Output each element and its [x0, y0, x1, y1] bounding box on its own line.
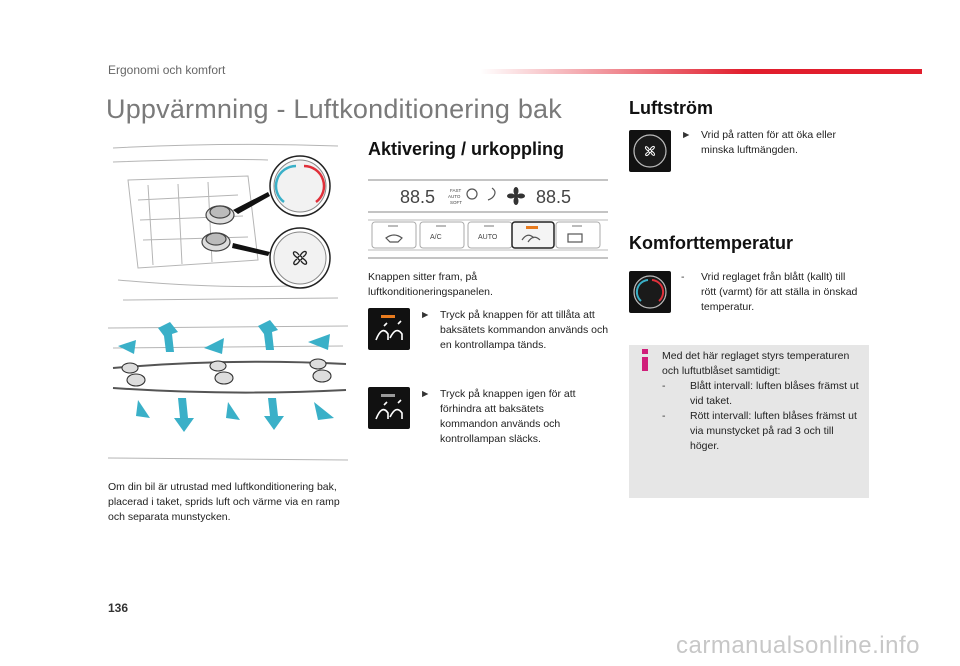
svg-text:FAST: FAST [450, 188, 462, 193]
svg-text:AUTO: AUTO [478, 234, 498, 241]
airflow-text: Vrid på ratten för att öka eller minska luftmängden. [701, 129, 837, 156]
step-disable [420, 387, 580, 447]
airflow-heading: Luftström [629, 98, 713, 118]
page-number: 136 [108, 601, 129, 615]
svg-text:A/C: A/C [430, 234, 442, 241]
comfort-heading: Komforttemperatur [629, 233, 794, 253]
page-title: Uppvärmning - Luftkonditionering bak [106, 94, 562, 124]
step-enable-text: Tryck på knappen för att tillåta att baksätets kommandon används och en kontrollampa tänds. [440, 309, 609, 351]
activation-heading: Aktivering / urkoppling [368, 139, 565, 159]
info-item-red-text: Rött intervall: luften blåses främst ut via munstycket på rad 3 och till höger. [690, 410, 857, 452]
info-intro: Med det här reglaget styrs temperaturen och luftutblåset samtidigt: [662, 350, 850, 377]
airflow-step [681, 128, 871, 158]
comfort-step [681, 270, 861, 315]
svg-text:SOFT: SOFT [450, 200, 462, 205]
temperature-dial-icon [629, 271, 671, 313]
watermark: carmanualsonline.info [676, 632, 920, 659]
step-enable-marker: ► [420, 309, 431, 321]
svg-text:88.5: 88.5 [536, 187, 572, 207]
header-accent-line [480, 69, 922, 74]
rear-control-on-icon [368, 308, 410, 350]
svg-text:AUTO: AUTO [448, 194, 461, 199]
section-header: Ergonomi och komfort [108, 63, 226, 77]
button-location-text: Knappen sitter fram, på luftkonditioneringspanelen. [368, 271, 493, 298]
rear-control-off-icon [368, 387, 410, 429]
comfort-marker: - [681, 271, 685, 283]
info-item-blue-text: Blått intervall: luften blåses främst ut vid taket. [690, 380, 859, 407]
ceiling-airflow-illustration [108, 318, 348, 470]
front-control-panel [368, 178, 608, 260]
info-item-blue [662, 379, 862, 409]
info-item-red-marker: - [662, 410, 666, 422]
info-icon [638, 349, 652, 371]
svg-text:88.5: 88.5 [400, 187, 436, 207]
info-item-red [662, 409, 862, 454]
comfort-text: Vrid reglaget från blått (kallt) till rött (varmt) för att ställa in önskad temperatur. [701, 271, 858, 313]
fan-dial-icon [629, 130, 671, 172]
intro-text: Om din bil är utrustad med luftkonditionering bak, placerad i taket, sprids luft och värme via en ramp och separata munstycken. [108, 481, 340, 523]
step-disable-text: Tryck på knappen igen för att förhindra att baksätets kommandon används och kontrollampan släcks. [440, 388, 576, 445]
step-enable [420, 308, 610, 353]
step-disable-marker: ► [420, 388, 431, 400]
dashboard-dials-illustration [108, 140, 348, 310]
info-item-blue-marker: - [662, 380, 666, 392]
airflow-marker: ► [681, 129, 692, 141]
